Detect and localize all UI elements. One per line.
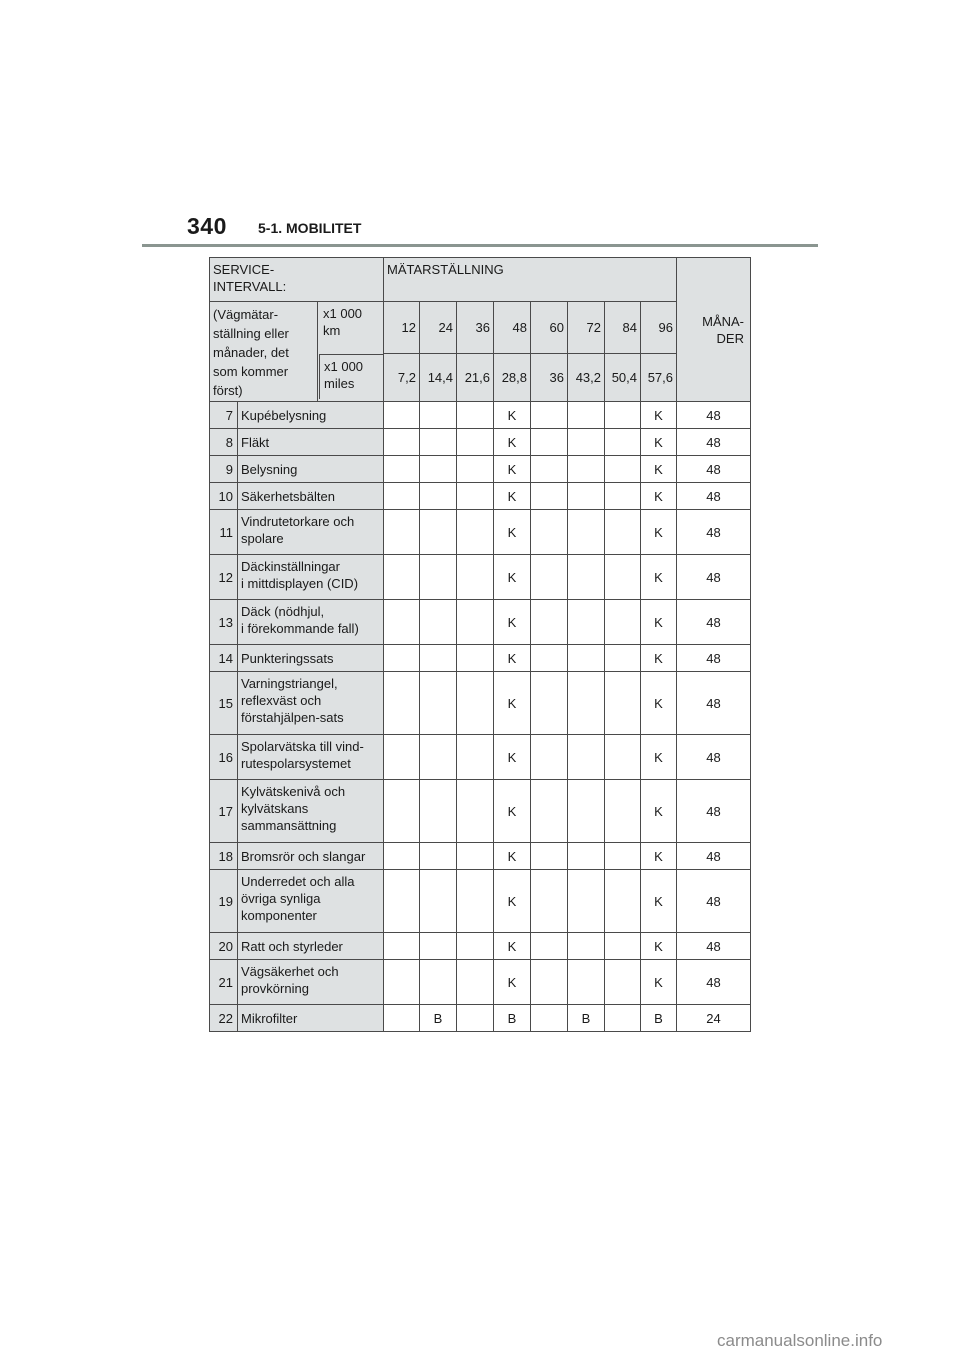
interval-mark [605, 735, 641, 780]
interval-mark: B [641, 1005, 677, 1032]
interval-mark [457, 456, 494, 483]
item-number: 9 [210, 456, 238, 483]
table-row [210, 672, 751, 735]
interval-mark: K [641, 600, 677, 645]
interval-mark: K [641, 960, 677, 1005]
months-header: MÅNA- DER [677, 258, 751, 402]
months-value: 48 [677, 483, 751, 510]
item-name: Vindrutetorkare och spolare [238, 510, 384, 555]
table-row [210, 870, 751, 933]
interval-mark [568, 555, 605, 600]
interval-mark [568, 429, 605, 456]
months-value: 48 [677, 510, 751, 555]
item-name: Däckinställningar i mittdisplayen (CID) [238, 555, 384, 600]
interval-mark [457, 510, 494, 555]
km-interval-84: 84 [605, 302, 641, 354]
km-unit-label: x1 000 km [323, 306, 363, 338]
item-number: 16 [210, 735, 238, 780]
interval-mark [531, 645, 568, 672]
interval-mark [457, 735, 494, 780]
interval-mark [420, 672, 457, 735]
interval-mark [605, 1005, 641, 1032]
item-name: Belysning [238, 456, 384, 483]
interval-mark: K [641, 645, 677, 672]
item-name: Bromsrör och slangar [238, 843, 384, 870]
interval-mark [420, 843, 457, 870]
interval-mark [420, 600, 457, 645]
km-interval-12: 12 [384, 302, 420, 354]
interval-mark [384, 672, 420, 735]
interval-mark [531, 483, 568, 510]
interval-mark [531, 402, 568, 429]
mile-interval-2: 21,6 [457, 354, 494, 402]
interval-mark [605, 933, 641, 960]
interval-mark [531, 870, 568, 933]
interval-mark: K [494, 555, 531, 600]
interval-mark [384, 555, 420, 600]
table-row [210, 645, 751, 672]
interval-mark [531, 843, 568, 870]
interval-condition-label: (Vägmätar- ställning eller månader, det som kommer först) [210, 302, 318, 402]
interval-mark [531, 600, 568, 645]
months-value: 48 [677, 735, 751, 780]
interval-mark: K [494, 960, 531, 1005]
months-value: 48 [677, 933, 751, 960]
interval-mark [420, 735, 457, 780]
interval-mark [568, 483, 605, 510]
interval-mark [384, 735, 420, 780]
interval-mark [531, 735, 568, 780]
interval-mark [531, 672, 568, 735]
km-interval-60: 60 [531, 302, 568, 354]
interval-mark [568, 870, 605, 933]
interval-mark [568, 780, 605, 843]
interval-mark: K [494, 933, 531, 960]
interval-mark [457, 645, 494, 672]
km-interval-72: 72 [568, 302, 605, 354]
interval-mark [420, 933, 457, 960]
interval-mark [531, 555, 568, 600]
interval-mark [457, 780, 494, 843]
table-row [210, 735, 751, 780]
mile-interval-1: 14,4 [420, 354, 457, 402]
item-number: 15 [210, 672, 238, 735]
item-name: Vägsäkerhet och provkörning [238, 960, 384, 1005]
months-value: 48 [677, 780, 751, 843]
interval-mark: K [494, 600, 531, 645]
interval-mark [531, 960, 568, 1005]
service-interval-label: SERVICE- INTERVALL: [210, 258, 384, 302]
months-value: 48 [677, 843, 751, 870]
interval-mark [605, 429, 641, 456]
interval-mark [420, 645, 457, 672]
table-row [210, 483, 751, 510]
item-name: Säkerhetsbälten [238, 483, 384, 510]
watermark: carmanualsonline.info [717, 1331, 883, 1350]
interval-mark [384, 600, 420, 645]
item-number: 11 [210, 510, 238, 555]
interval-mark [457, 672, 494, 735]
interval-mark [384, 1005, 420, 1032]
mile-interval-3: 28,8 [494, 354, 531, 402]
interval-mark: B [494, 1005, 531, 1032]
interval-mark [384, 510, 420, 555]
interval-mark [384, 429, 420, 456]
interval-mark: K [641, 456, 677, 483]
item-name: Varningstriangel, reflexväst och förstahjälpen-sats [238, 672, 384, 735]
months-value: 48 [677, 672, 751, 735]
item-number: 7 [210, 402, 238, 429]
interval-mark [457, 960, 494, 1005]
interval-mark [568, 600, 605, 645]
item-number: 17 [210, 780, 238, 843]
interval-mark: B [568, 1005, 605, 1032]
interval-mark [457, 429, 494, 456]
mile-interval-5: 43,2 [568, 354, 605, 402]
months-value: 48 [677, 645, 751, 672]
item-name: Kylvätskenivå och kylvätskans sammansättning [238, 780, 384, 843]
interval-mark: B [420, 1005, 457, 1032]
table-row [210, 510, 751, 555]
table-row [210, 933, 751, 960]
table-row [210, 1005, 751, 1032]
interval-mark: K [641, 672, 677, 735]
km-interval-24: 24 [420, 302, 457, 354]
interval-mark [420, 483, 457, 510]
mile-interval-6: 50,4 [605, 354, 641, 402]
interval-mark: K [494, 843, 531, 870]
interval-mark: K [494, 780, 531, 843]
interval-mark: K [494, 483, 531, 510]
interval-mark [605, 483, 641, 510]
interval-mark [605, 843, 641, 870]
mile-interval-4: 36 [531, 354, 568, 402]
interval-mark [384, 645, 420, 672]
header-divider [142, 244, 818, 247]
maintenance-schedule-table [209, 257, 751, 1032]
interval-mark [568, 735, 605, 780]
item-number: 13 [210, 600, 238, 645]
item-number: 20 [210, 933, 238, 960]
interval-mark: K [494, 510, 531, 555]
table-row [210, 456, 751, 483]
interval-mark: K [494, 402, 531, 429]
interval-mark [605, 870, 641, 933]
interval-mark [420, 456, 457, 483]
km-interval-96: 96 [641, 302, 677, 354]
item-name: Punkteringssats [238, 645, 384, 672]
months-value: 48 [677, 600, 751, 645]
interval-mark: K [494, 429, 531, 456]
item-number: 21 [210, 960, 238, 1005]
interval-mark [605, 780, 641, 843]
interval-mark [605, 672, 641, 735]
interval-mark [605, 960, 641, 1005]
interval-mark [420, 870, 457, 933]
odometer-label: MÄTARSTÄLLNING [384, 258, 677, 302]
interval-mark [531, 510, 568, 555]
interval-mark [568, 645, 605, 672]
interval-mark: K [641, 843, 677, 870]
months-value: 48 [677, 555, 751, 600]
interval-mark [568, 843, 605, 870]
interval-mark [605, 645, 641, 672]
interval-mark: K [641, 402, 677, 429]
interval-mark: K [494, 456, 531, 483]
interval-mark [420, 555, 457, 600]
mile-interval-7: 57,6 [641, 354, 677, 402]
interval-mark [457, 600, 494, 645]
km-interval-36: 36 [457, 302, 494, 354]
km-interval-48: 48 [494, 302, 531, 354]
interval-mark [457, 933, 494, 960]
item-number: 14 [210, 645, 238, 672]
table-row [210, 960, 751, 1005]
interval-mark [457, 1005, 494, 1032]
interval-mark [420, 960, 457, 1005]
page-number: 340 [187, 213, 227, 239]
table-row [210, 402, 751, 429]
months-value: 48 [677, 960, 751, 1005]
interval-mark [568, 933, 605, 960]
interval-mark [457, 555, 494, 600]
interval-mark [420, 510, 457, 555]
interval-mark [384, 960, 420, 1005]
interval-mark: K [641, 510, 677, 555]
interval-mark [384, 456, 420, 483]
interval-mark [605, 456, 641, 483]
interval-mark [605, 600, 641, 645]
interval-mark: K [641, 735, 677, 780]
interval-mark [568, 960, 605, 1005]
item-number: 18 [210, 843, 238, 870]
table-row [210, 843, 751, 870]
interval-mark: K [494, 672, 531, 735]
months-value: 24 [677, 1005, 751, 1032]
item-name: Ratt och styrleder [238, 933, 384, 960]
months-value: 48 [677, 456, 751, 483]
interval-mark: K [641, 780, 677, 843]
mile-interval-0: 7,2 [384, 354, 420, 402]
months-value: 48 [677, 402, 751, 429]
table-row [210, 555, 751, 600]
interval-mark [384, 843, 420, 870]
interval-mark [420, 402, 457, 429]
item-name: Fläkt [238, 429, 384, 456]
interval-mark: K [494, 735, 531, 780]
interval-mark [531, 429, 568, 456]
interval-mark [531, 456, 568, 483]
interval-mark [457, 843, 494, 870]
interval-mark: K [494, 870, 531, 933]
interval-mark [384, 402, 420, 429]
interval-mark [605, 510, 641, 555]
item-number: 8 [210, 429, 238, 456]
item-number: 10 [210, 483, 238, 510]
interval-mark [605, 402, 641, 429]
interval-mark: K [641, 483, 677, 510]
table-row [210, 600, 751, 645]
item-name: Spolarvätska till vind- rutespolarsystemet [238, 735, 384, 780]
interval-mark [457, 870, 494, 933]
interval-mark [457, 402, 494, 429]
interval-mark [384, 933, 420, 960]
interval-mark [384, 483, 420, 510]
interval-mark [384, 780, 420, 843]
interval-mark [568, 456, 605, 483]
interval-mark [605, 555, 641, 600]
item-name: Underredet och alla övriga synliga komponenter [238, 870, 384, 933]
interval-mark [420, 780, 457, 843]
interval-mark: K [641, 933, 677, 960]
interval-mark: K [641, 870, 677, 933]
interval-mark [384, 870, 420, 933]
item-name: Kupébelysning [238, 402, 384, 429]
section-title: 5-1. MOBILITET [258, 220, 362, 236]
item-number: 22 [210, 1005, 238, 1032]
interval-mark [531, 1005, 568, 1032]
item-number: 19 [210, 870, 238, 933]
item-name: Mikrofilter [238, 1005, 384, 1032]
months-value: 48 [677, 870, 751, 933]
months-value: 48 [677, 429, 751, 456]
miles-unit-label: x1 000 miles [319, 354, 383, 399]
item-number: 12 [210, 555, 238, 600]
interval-mark [568, 510, 605, 555]
interval-mark [568, 672, 605, 735]
interval-mark: K [494, 645, 531, 672]
interval-mark: K [641, 555, 677, 600]
interval-mark [457, 483, 494, 510]
item-name: Däck (nödhjul, i förekommande fall) [238, 600, 384, 645]
interval-mark [531, 933, 568, 960]
interval-mark: K [641, 429, 677, 456]
table-row [210, 780, 751, 843]
table-row [210, 429, 751, 456]
interval-mark [531, 780, 568, 843]
interval-mark [420, 429, 457, 456]
interval-mark [568, 402, 605, 429]
